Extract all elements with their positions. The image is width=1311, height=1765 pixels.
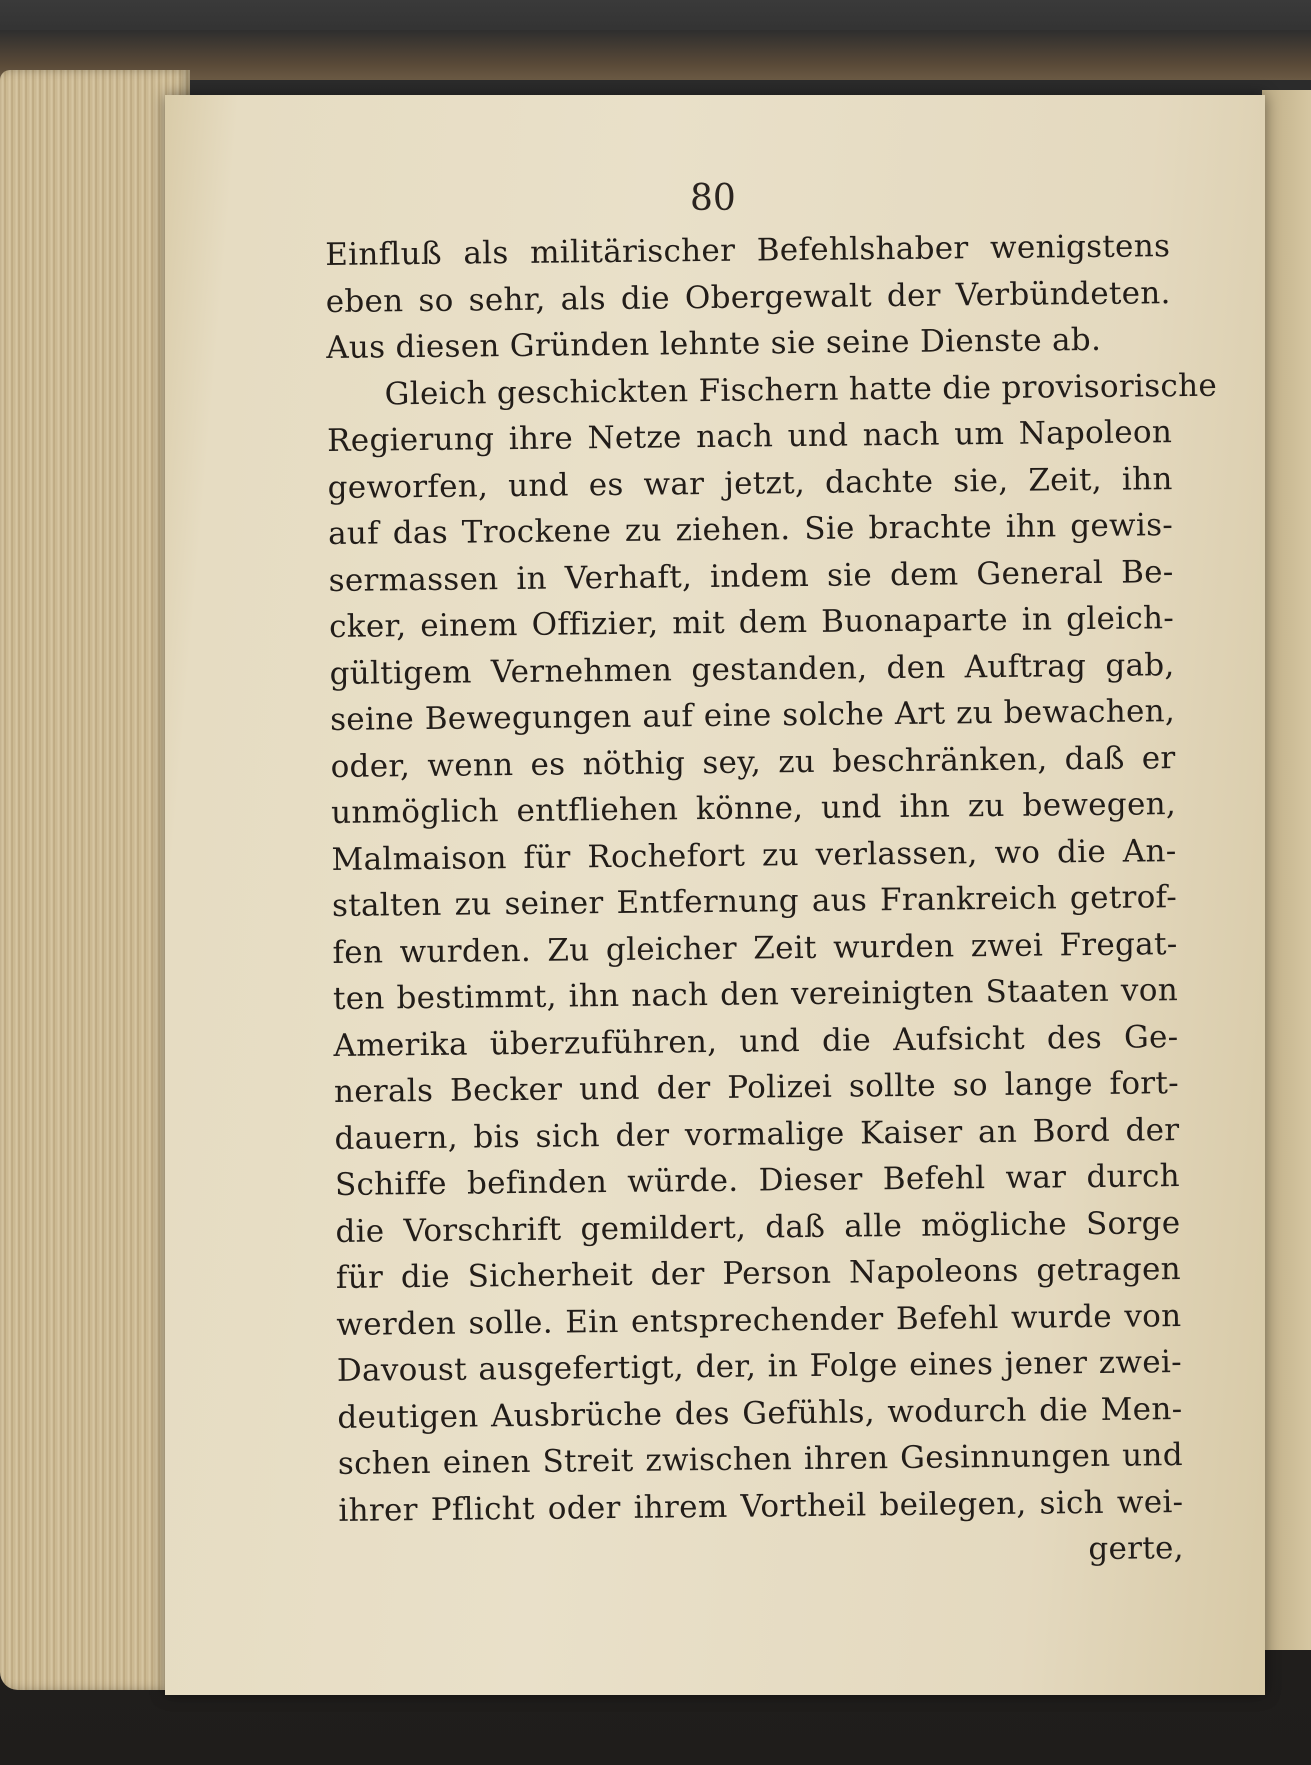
page-number: 80 <box>690 178 736 219</box>
body-text <box>325 223 1218 1580</box>
text-line: fen wurden. Zu gleicher Zeit wurden zwei Fregat- <box>332 925 1178 971</box>
book-cover-edge <box>0 30 1311 80</box>
text-line: Davoust ausgefertigt, der, in Folge eines jener zwei- <box>336 1344 1183 1389</box>
text-line: cker, einem Offizier, mit dem Buonaparte in gleich- <box>328 600 1175 645</box>
text-line: Aus diesen Gründen lehnte sie seine Dienste ab. <box>326 321 1102 366</box>
text-line: ihrer Pflicht oder ihrem Vortheil beilegen, sich wei- <box>338 1483 1184 1529</box>
text-line: nerals Becker und der Polizei sollte so lange fort- <box>333 1065 1180 1110</box>
text-line: dauern, bis sich der vormalige Kaiser an Bord der <box>334 1111 1180 1157</box>
text-line: unmöglich entfliehen könne, und ihn zu bewegen, <box>330 786 1177 831</box>
page-edges <box>0 70 190 1690</box>
text-line: Malmaison für Rochefort zu verlassen, wo die An- <box>331 832 1177 878</box>
text-line: die Vorschrift gemildert, daß alle mögliche Sorge <box>335 1204 1181 1250</box>
text-line: Schiffe befinden würde. Dieser Befehl war durch <box>334 1158 1181 1203</box>
text-line: geworfen, und es war jetzt, dachte sie, Zeit, ihn <box>327 460 1173 506</box>
facing-page-edge <box>1262 90 1311 1650</box>
text-line: seine Bewegungen auf eine solche Art zu bewachen, <box>329 693 1176 738</box>
text-line: stalten zu seiner Entfernung aus Frankreich getrof- <box>331 879 1178 924</box>
text-line: Amerika überzuführen, und die Aufsicht des Ge- <box>333 1018 1179 1064</box>
text-line: ten bestimmt, ihn nach den vereinigten Staaten von <box>332 972 1179 1017</box>
text-line: werden solle. Ein entsprechender Befehl wurde von <box>336 1297 1182 1343</box>
text-line: eben so sehr, als die Obergewalt der Verbündeten. <box>325 274 1171 320</box>
text-line: für die Sicherheit der Person Napoleons getragen <box>335 1251 1182 1296</box>
text-line: oder, wenn es nöthig sey, zu beschränken, daß er <box>330 739 1176 785</box>
text-line: Einfluß als militärischer Befehlshaber wenigstens <box>325 228 1171 273</box>
text-line: deutigen Ausbrüche des Gefühls, wodurch die Men- <box>337 1390 1183 1436</box>
text-line: gültigem Vernehmen gestanden, den Auftrag gab, <box>329 646 1175 692</box>
text-line: auf das Trockene zu ziehen. Sie brachte ihn gewis- <box>327 507 1174 552</box>
catchword: gerte, <box>1088 1530 1185 1568</box>
text-line: Gleich geschickten Fischern hatte die provisorische <box>384 367 1218 412</box>
text-line: Regierung ihre Netze nach und nach um Napoleon <box>327 414 1173 459</box>
text-line: sermassen in Verhaft, indem sie dem General Be- <box>328 553 1174 599</box>
text-line: schen einen Streit zwischen ihren Gesinnungen und <box>337 1437 1184 1482</box>
